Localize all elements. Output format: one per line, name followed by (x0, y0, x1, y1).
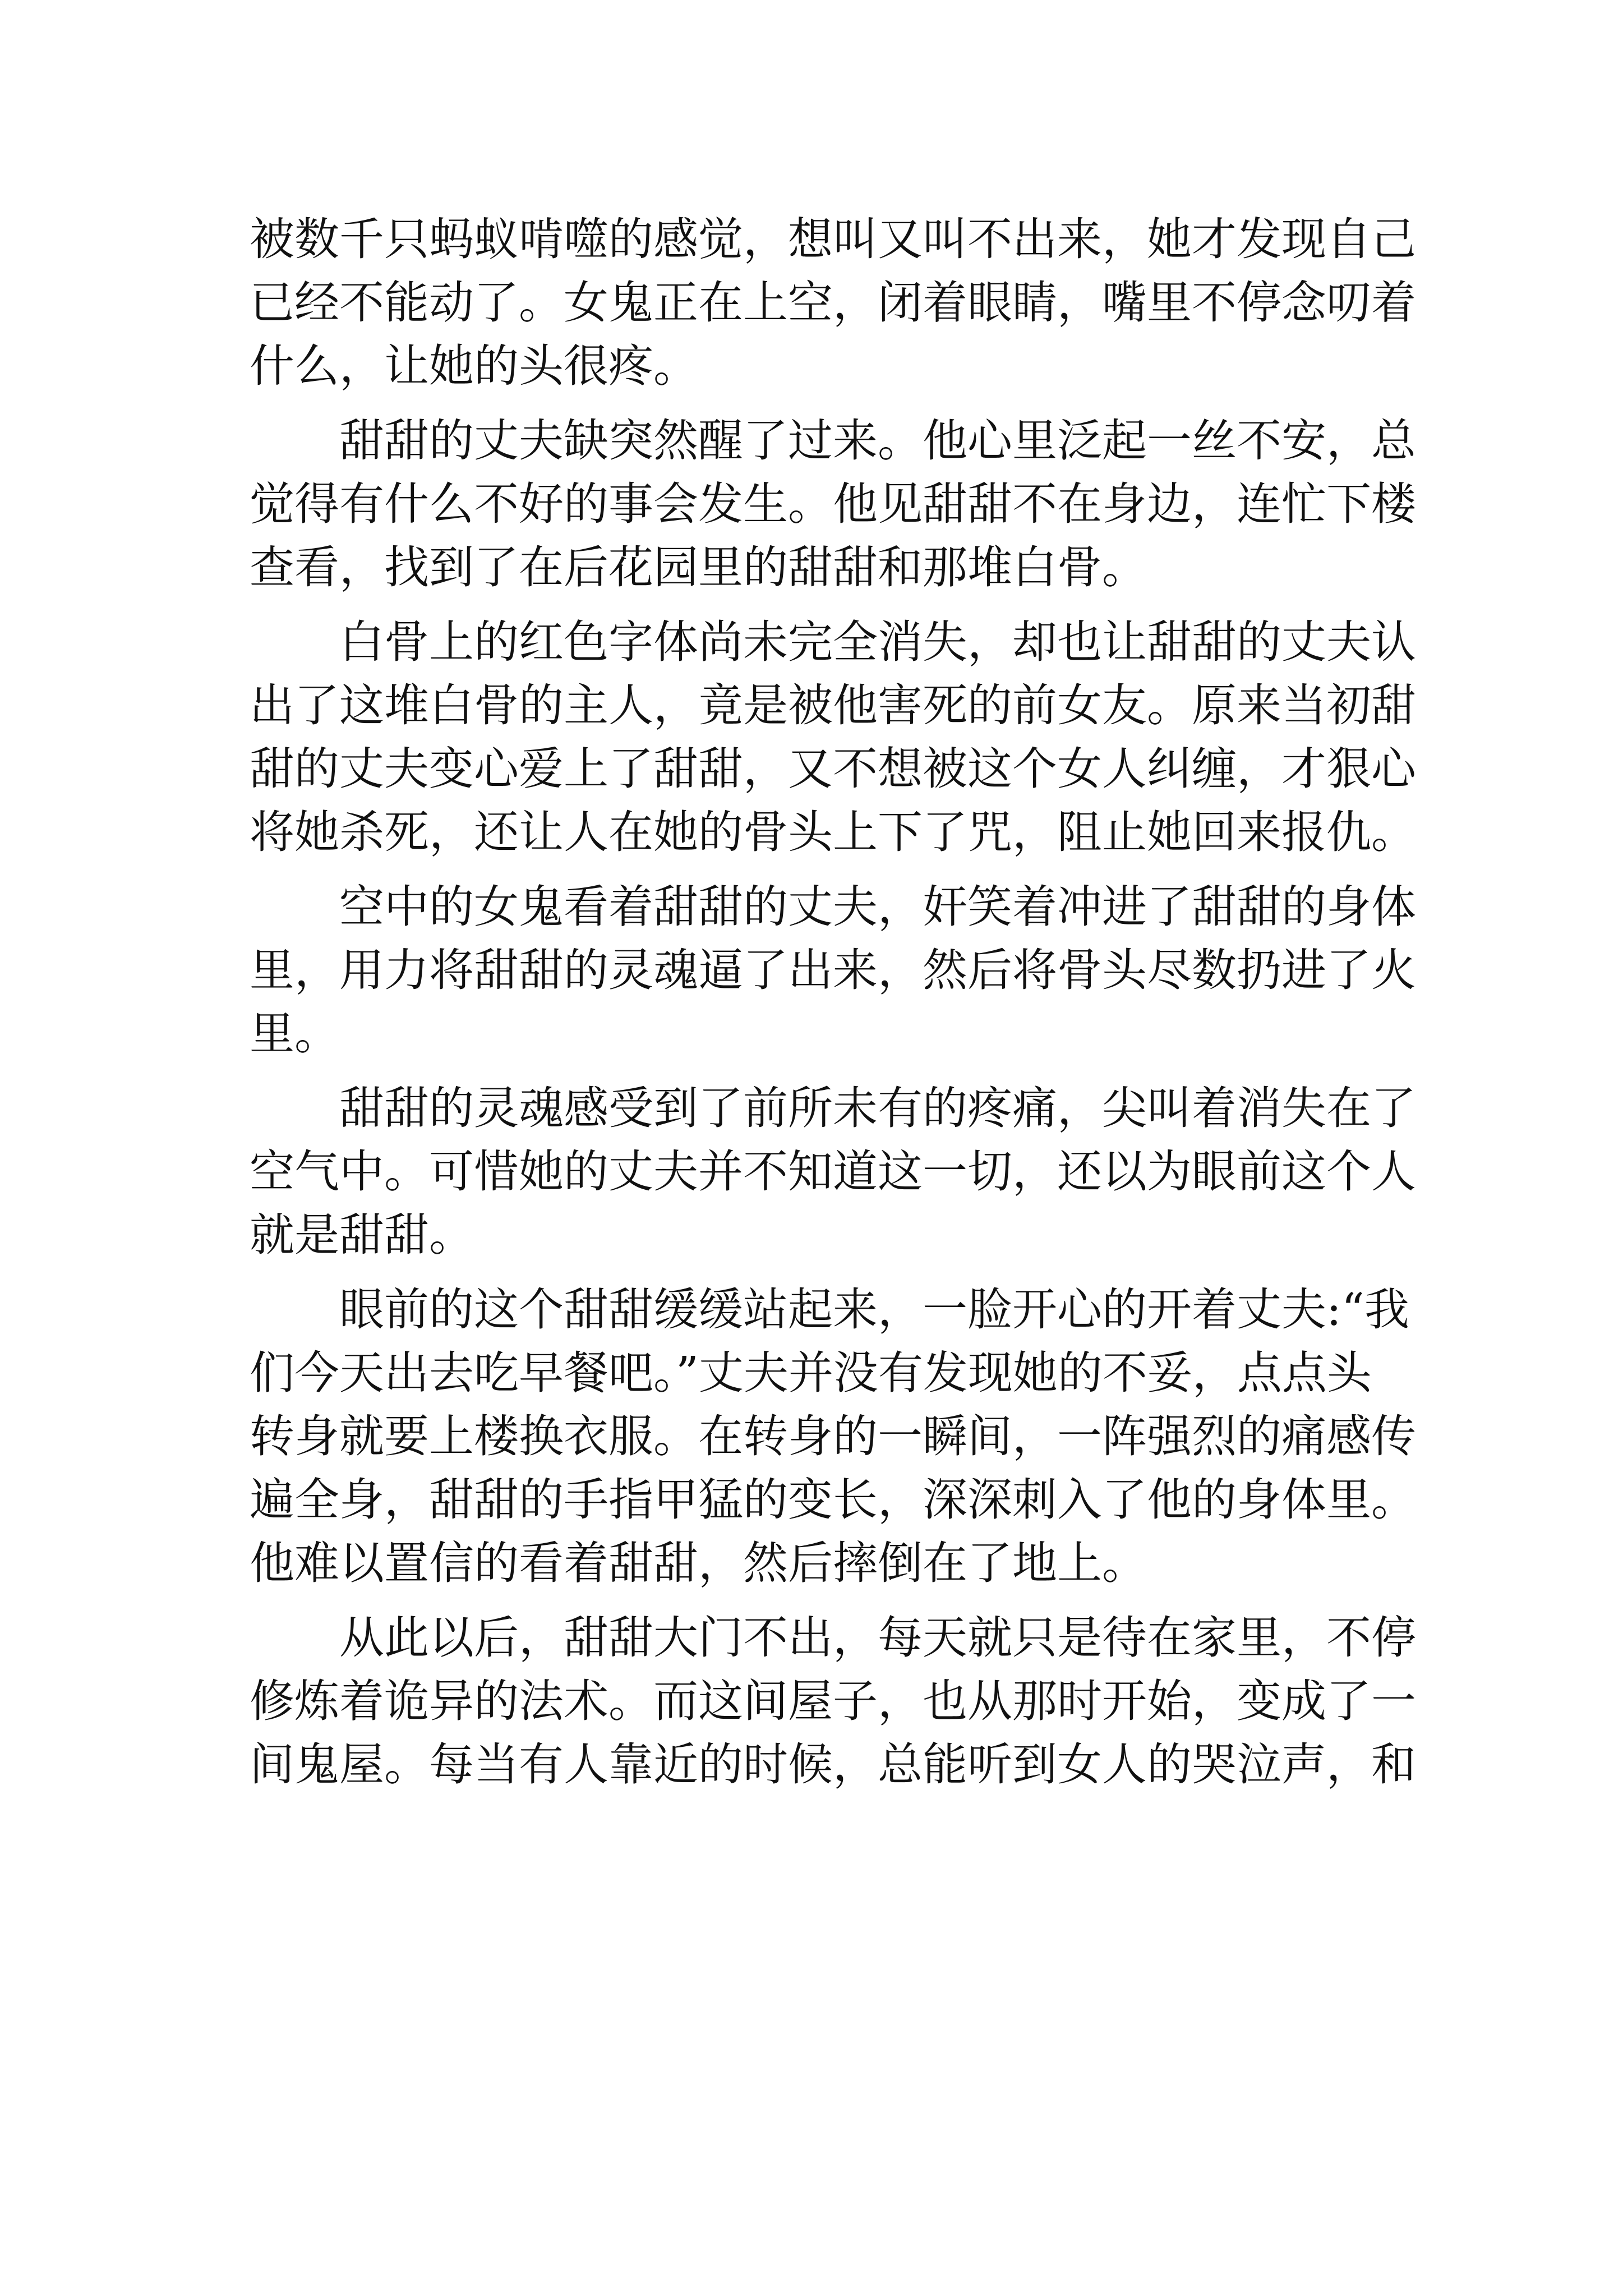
text-line: 转身就要上楼换衣服。在转身的一瞬间，一阵强烈的痛感传 (250, 1410, 1416, 1462)
text-line: 甜甜的丈夫缺突然醒了过来。他心里泛起一丝不安，总 (339, 415, 1416, 467)
text-line: 间鬼屋。每当有人靠近的时候，总能听到女人的哭泣声，和 (250, 1738, 1416, 1791)
text-line: 觉得有什么不好的事会发生。他见甜甜不在身边，连忙下楼 (250, 478, 1416, 530)
text-line: 甜甜的灵魂感受到了前所未有的疼痛，尖叫着消失在了 (339, 1082, 1416, 1134)
paragraph (250, 409, 1422, 599)
paragraph (250, 610, 1422, 864)
text-line: 被数千只蚂蚁啃噬的感觉，想叫又叫不出来，她才发现自己 (250, 213, 1416, 265)
paragraph (250, 1606, 1422, 1796)
text-line: 将她杀死，还让人在她的骨头上下了咒，阻止她回来报仇。 (250, 806, 1416, 858)
paragraph (250, 1076, 1422, 1267)
text-line: 空中的女鬼看着甜甜的丈夫，奸笑着冲进了甜甜的身体 (339, 881, 1416, 933)
text-line: 查看，找到了在后花园里的甜甜和那堆白骨。 (250, 541, 1147, 593)
text-line: 什么，让她的头很疼。 (250, 340, 698, 392)
text-line: 眼前的这个甜甜缓缓站起来，一脸开心的开着丈夫:“我 (339, 1283, 1409, 1336)
text-line: 他难以置信的看着甜甜，然后摔倒在了地上。 (250, 1537, 1147, 1589)
story-text (250, 208, 1422, 1807)
text-line: 里。 (250, 1007, 339, 1060)
text-line: 就是甜甜。 (250, 1209, 474, 1261)
text-line: 已经不能动了。女鬼正在上空，闭着眼睛，嘴里不停念叨着 (250, 277, 1416, 329)
text-line: 们今天出去吃早餐吧。”丈夫并没有发现她的不妥，点点头 (250, 1347, 1372, 1399)
text-line: 修炼着诡异的法术。而这间屋子，也从那时开始，变成了一 (250, 1675, 1416, 1727)
text-line: 空气中。可惜她的丈夫并不知道这一切，还以为眼前这个人 (250, 1145, 1416, 1198)
paragraph (250, 1278, 1422, 1595)
text-line: 出了这堆白骨的主人，竟是被他害死的前女友。原来当初甜 (250, 679, 1416, 731)
paragraph (250, 208, 1422, 398)
text-line: 从此以后，甜甜大门不出，每天就只是待在家里，不停 (339, 1612, 1416, 1664)
text-line: 里，用力将甜甜的灵魂逼了出来，然后将骨头尽数扔进了火 (250, 944, 1416, 996)
paragraph (250, 875, 1422, 1065)
text-line: 白骨上的红色字体尚未完全消失，却也让甜甜的丈夫认 (339, 616, 1416, 668)
text-line: 甜的丈夫变心爱上了甜甜，又不想被这个女人纠缠，才狠心 (250, 743, 1416, 795)
text-line: 遍全身，甜甜的手指甲猛的变长，深深刺入了他的身体里。 (250, 1474, 1416, 1526)
